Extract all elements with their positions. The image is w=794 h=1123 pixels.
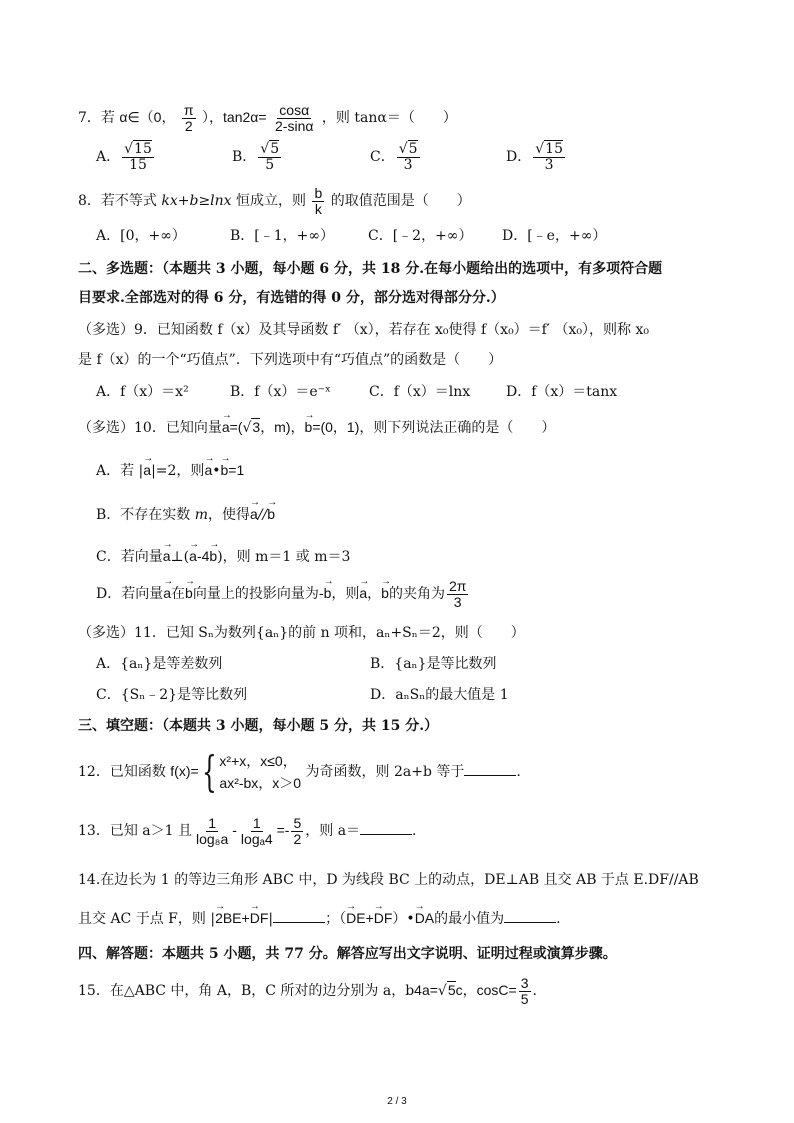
q12-stem [78,746,521,796]
q10-b-parallel: // [257,507,268,523]
q10-a-text1: A．若 | [96,463,144,479]
q14-text4: ）• [392,911,415,927]
q8-stem [78,184,471,218]
q7-option-c-den: 3 [403,156,413,173]
q7-option-a-frac: $\frac{√15}{15}$ [124,140,152,173]
q9-stem: （多选）9．已知函数 f（x）及其导函数 f′ （x），若存在 x₀使得 f（x₀）＝f′ （x₀），则称 x₀ [78,322,649,338]
q14-end: . [556,911,561,927]
q10-b-vec-b: → b [267,505,275,523]
q7-option-b-label: B． [232,149,257,165]
q7-fraction [273,103,315,134]
q7-option-d-frac: $\frac{√15}{3}$ [535,140,563,173]
q7-option-a-label: A． [96,149,121,165]
q14-vec-df: → DF [250,909,269,927]
q10-d-text2: 在 [171,586,186,602]
q7-option-c-frac: $\frac{√5}{3}$ [398,140,418,173]
q10-d-text6: 的夹角为 [388,586,445,602]
q10-stem-a: （多选）10．已知向量 [78,420,222,436]
q13-stem [78,812,417,848]
q13-frac-2 [239,816,275,847]
q7-num: cosα [279,101,310,118]
q10-c-text2: ⊥( [170,549,190,565]
q7-tan2a: ），tan2α= [202,109,267,125]
q14-text5: 的最小值为 [434,911,505,927]
q8-inequality: kx+b≥lnx [161,193,232,209]
q9-option-c: C．f（x）＝lnx [369,384,471,400]
q13-answer-blank[interactable] [360,820,412,835]
q10-radicand: 3 [252,419,261,435]
q10-a-vec-a2: → a [204,461,212,479]
q11-option-b: B．{aₙ}是等比数列 [370,656,497,672]
q10-a-vec-b: → b [221,461,229,479]
q9-option-d: D．f（x）＝tanx [506,384,618,400]
q7-option-b [232,140,283,174]
q13-eq: =- [276,822,290,838]
q10-d-vec-b: → b [185,576,193,610]
q7-pi-half [182,103,196,134]
q11-option-c: C．{Sₙ﹣2}是等比数列 [96,687,248,703]
q10-d-text5: ， [367,586,382,602]
q14-vec-df-2: → DF [374,909,393,927]
q13-stem-b: ，则 a＝ [305,823,361,839]
q7-option-d-num: 15 [545,140,563,157]
q13-frac-3 [291,816,303,847]
q10-option-a: A．若 |→ a|=2，则→ a•→ b=1 [96,461,244,480]
q14-stem: 14.在边长为 1 的等边三角形 ABC 中，D 为线段 BC 上的动点，DE⊥AB 且交 AB 于点 E.DF//AB [78,872,699,888]
q10-eq1: =( [229,419,243,435]
q14-plus: + [241,910,250,926]
q7-stem [78,100,457,134]
q10-b-text1: B．不存在实数 [96,507,191,523]
q10-vector-a: → a [222,418,230,436]
q12-cases [219,750,301,794]
q10-b-vec-a: → a [250,505,258,523]
q9-option-b: B．f（x）＝e⁻ˣ [230,384,331,400]
q8-fraction [312,186,324,217]
q7-option-d-den: 3 [544,156,554,173]
page-number: 2 / 3 [387,1096,407,1107]
q7-alpha-range: α∈（0， [119,109,176,125]
section-3-heading: 三、填空题：（本题共 3 小题，每小题 5 分，共 15 分.） [78,718,439,734]
q15-cond2: c，cosC= [455,982,517,998]
q7-option-b-frac: $\frac{√5}{5}$ [260,140,280,173]
q10-c-vec-b: → b [209,547,217,565]
q15-end: . [532,983,537,999]
q10-eq3: =(0，1)，则下列说法正确的是（ ） [312,419,556,435]
q8-stem-c: 的取值范围是（ ） [330,193,471,209]
q7-option-d [506,140,567,174]
q10-d-num: 2π [448,577,467,594]
q10-eq2: ，m)， [260,419,305,435]
q15-stem-a: 15．在△ABC 中，角 A，B，C 所对的边分别为 a，b [78,983,415,999]
q10-d-vec-a: → a [163,576,171,610]
q15-stem: 15．在△ABC 中，角 A，B，C 所对的边分别为 a，b4a=√5c，cosC= $\frac{3}{5}$ . [78,974,537,1007]
q7-pi: π [183,101,194,118]
q12-case-2: ax²-bx，x＞0 [219,775,302,791]
q12-brace: { [201,747,217,796]
q7-option-b-num: 5 [270,140,280,157]
q10-d-text4: ，则 [331,586,360,602]
q7-stem-a: 7．若 [78,110,115,126]
q12-end: . [516,764,521,780]
q10-d-vec-b2: → b [324,576,332,610]
q7-option-c-label: C． [370,149,395,165]
q15-frac [519,976,531,1007]
q11-option-d: D．aₙSₙ的最大值是 1 [370,687,509,703]
q10-d-vec-b3: → b [381,576,389,610]
q12-stem-b: 为奇函数，则 2a+b 等于 [305,764,465,780]
q8-option-a: A．[0，+∞） [96,228,186,244]
q7-option-d-label: D． [506,149,532,165]
q10-vector-b: → b [305,418,313,436]
q7-option-a-num: 15 [134,140,152,157]
q7-option-c [370,140,422,174]
q10-c-text1: C．若向量 [96,549,163,565]
q8-den: k [314,200,322,217]
q13-d1: log₈a [195,830,229,847]
q8-option-d: D．[﹣e，+∞） [502,228,607,244]
q10-d-angle [447,579,468,610]
q15-num: 3 [520,974,529,991]
q14-vec-da: → DA [415,909,434,927]
q10-stem: （多选）10．已知向量→ a=(√3，m)，→ b=(0，1)，则下列说法正确的是（ ） [78,418,555,437]
q9-stem-cont: 是 f（x）的一个“巧值点”．下列选项中有“巧值点”的函数是（ ） [78,352,503,368]
q14-text3: ；（ [325,911,347,927]
q13-n3: 5 [293,814,302,831]
q10-d-den: 3 [453,593,462,610]
q14-text1: 且交 AC 于点 F，则 | [78,911,216,927]
q7-option-c-num: 5 [408,140,418,157]
q10-option-c [96,547,350,566]
q14-plus-2: + [365,910,374,926]
q15-cond: 4a= [414,982,438,998]
q13-n2: 1 [252,814,261,831]
q14-answer-blank-2[interactable] [504,908,556,923]
q10-a-vec-a: → a [143,461,151,479]
q7-option-b-den: 5 [265,156,275,173]
q10-a-text3: =1 [228,462,245,478]
q13-d2: logₐ4 [240,830,273,847]
q12-case-1: x²+x，x≤0， [219,753,297,769]
q13-frac-1 [194,816,230,847]
q14-text2: | [268,911,274,927]
q8-stem-a: 8．若不等式 [78,193,157,209]
section-2-heading-cont: 目要求.全部选对的得 6 分，有选错的得 0 分，部分选对得部分分.） [78,290,505,306]
q10-d-text3: 向量上的投影向量为- [192,586,324,602]
q10-option-d [96,576,470,610]
q10-a-text2: |=2，则 [151,463,205,479]
q7-option-a [96,140,156,174]
q10-c-vec-a2: → a [189,547,197,565]
q8-option-b: B．[﹣1，+∞） [230,228,335,244]
q13-d3: 2 [293,830,302,847]
q7-two: 2 [184,117,193,134]
q8-option-c: C．[﹣2，+∞） [368,228,473,244]
q7-den: 2-sinα [275,117,314,134]
q10-c-text4: )，则 m＝1 或 m＝3 [217,549,351,565]
section-2-heading: 二、多选题：（本题共 3 小题，每小题 6 分，共 18 分.在每小题给出的选项中，有多项符合题 [78,261,663,277]
q7-stem-d: ，则 tanα＝（ ） [321,110,457,126]
q15-radicand: 5 [447,982,456,998]
q11-option-a: A．{aₙ}是等差数列 [96,656,223,672]
q14-vec-de: → DE [346,909,365,927]
q14-answer-blank-1[interactable] [273,908,325,923]
q7-option-a-den: 15 [129,156,147,173]
q10-c-text3: -4 [196,548,210,564]
q13-minus: - [232,822,237,838]
q9-option-a: A．f（x）＝x² [96,384,189,400]
q12-answer-blank[interactable] [464,761,516,776]
q12-fx: f(x)= [170,763,199,779]
q14-vec-2be: → 2BE [215,909,241,927]
q10-b-text2: ，使得 [208,507,251,523]
q8-num: b [314,184,323,201]
q13-end: . [412,823,417,839]
q10-option-b [96,505,275,524]
q15-den: 5 [520,990,529,1007]
q13-n1: 1 [208,814,216,831]
q10-b-m: m [194,507,209,523]
q10-d-text1: D．若向量 [96,586,164,602]
q10-d-vec-a2: → a [359,576,367,610]
q14-stem-cont [78,908,561,928]
q12-stem-a: 12．已知函数 [78,764,166,780]
q8-stem-b: 恒成立，则 [236,193,307,209]
q10-c-vec-a: → a [163,547,171,565]
q11-stem: （多选）11．已知 Sₙ为数列{aₙ}的前 n 项和，aₙ+Sₙ＝2，则（ ） [78,625,525,641]
section-4-heading: 四、解答题：本题共 5 小题，共 77 分。解答应写出文字说明、证明过程或演算步骤。 [78,946,617,962]
q13-stem-a: 13．已知 a＞1 且 [78,823,192,839]
